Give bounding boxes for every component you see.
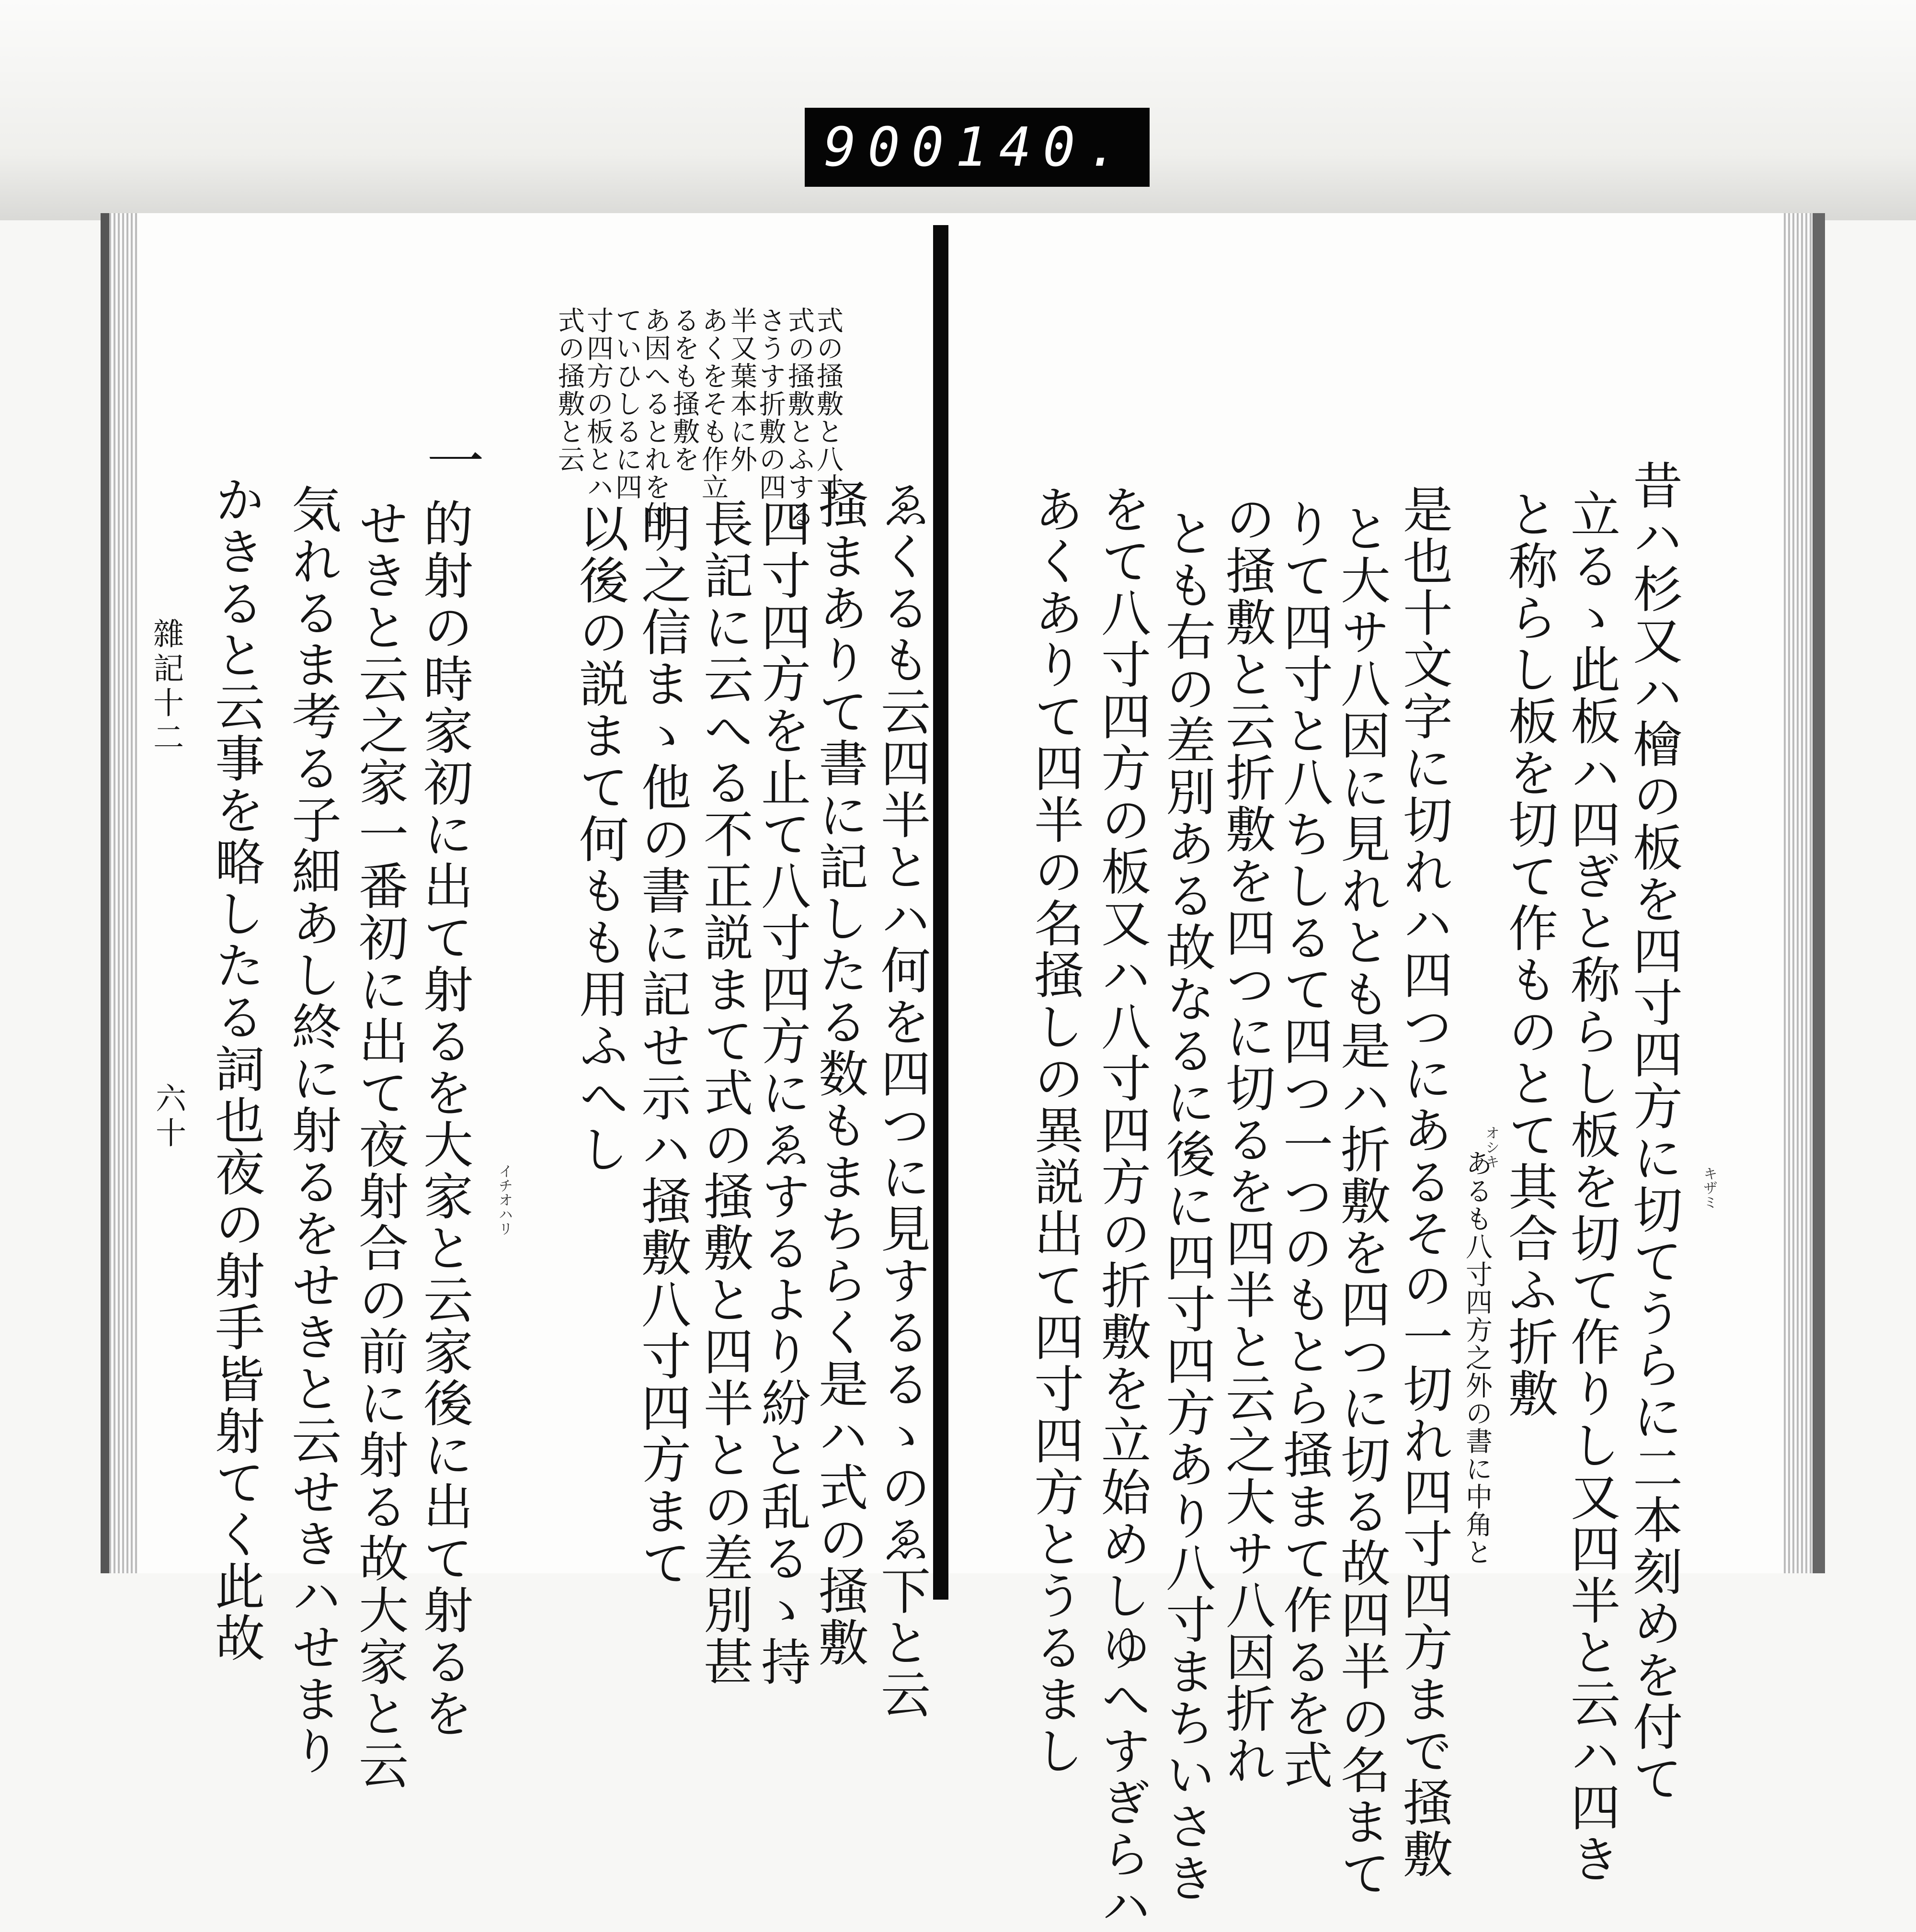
- header-note-column-6: るをも掻敷を: [669, 307, 700, 473]
- header-note-column-4: 半又葉本に外: [726, 307, 757, 473]
- archive-stamp: [805, 108, 1150, 187]
- right-page-column-10: をて八寸四方の板又ハ八寸四方の折敷を立始めしゆへすぎらハ: [1093, 484, 1151, 1932]
- right-page-column-1: 昔ハ杉又ハ檜の板を四寸四方に切てうらに二本刻めを付て: [1624, 460, 1683, 1805]
- right-page-column-3: と称らし板を切て作ものとて其合ふ折敷: [1500, 489, 1558, 1420]
- book-gutter: [933, 225, 948, 1600]
- stamp-volume-number: 900: [824, 116, 956, 179]
- runner-title: 雜記十二: [148, 618, 183, 756]
- header-note-column-9: 寸四方の板とハ: [582, 307, 614, 501]
- header-note-column-1: 式の掻敷と八寸: [812, 307, 844, 501]
- right-page-column-2: 立るゝ此板ハ四ぎと称らし板を切て作りし又四半と云ハ四き: [1562, 489, 1620, 1885]
- left-page-column-8: せきと云之家一番初に出て夜射合の前に射る故大家と云: [350, 498, 409, 1791]
- inline-note-reading: オシキ: [1483, 1125, 1499, 1169]
- left-page-column-5: 明之信まゝ他の書に記せ示ハ掻敷八寸四方まて: [633, 503, 691, 1589]
- header-note-column-2: 式の掻敷とふする: [784, 307, 815, 529]
- right-page-column-7: りて四寸と八ちしるて四つ一つのもとら掻まて作るを式: [1275, 498, 1333, 1791]
- right-page-column-8: の掻敷と云折敷を四つに切るを四半と云之大サ八因折れ: [1217, 493, 1276, 1786]
- header-note-column-10: 式の掻敷と云: [554, 307, 585, 473]
- page-number: 六十: [150, 1082, 186, 1151]
- item-marker-ichi: 一: [417, 431, 484, 490]
- header-note-column-3: さうす折敷の四: [755, 307, 786, 501]
- right-page-column-6: と大サ八因に見れとも是ハ折敷を四つに切る故四半の名まて: [1332, 503, 1391, 1899]
- right-page-column-11: あくありて四半の名掻しの異説出て四寸四方とうるまし: [1026, 484, 1084, 1777]
- header-note-column-8: ていひしるに四: [611, 307, 642, 501]
- inline-small-note-right: あるも八寸四方之外の書に中角と: [1461, 1149, 1493, 1566]
- stamp-page-number: 140.: [955, 116, 1131, 179]
- right-page-column-5: 是也十文字に切れハ四つにあるその一切れ四寸四方まで掻敷: [1394, 484, 1453, 1880]
- header-note-column-7: あ因へるとれを付: [640, 307, 671, 529]
- right-page-column-9: とも右の差別ある故なるに後に四寸四方あり八寸まちいさき: [1157, 508, 1216, 1904]
- header-note-column-5: あくをそも作立: [697, 307, 729, 501]
- left-page-column-4: 長記に云へる不正説まて式の掻敷と四半との差別甚: [695, 498, 753, 1688]
- furigana-kizami: キザミ: [1700, 1166, 1717, 1209]
- left-page-column-9: 気れるま考る子細あし終に射るをせきと云せきハせまり: [283, 484, 342, 1777]
- left-page-column-10: かきると云事を略したる詞也夜の射手皆射てく此故: [206, 474, 265, 1664]
- furigana-ichiohari: イチオハリ: [496, 1164, 513, 1236]
- left-page-column-6: 以後の説まて何もも用ふへし: [570, 503, 629, 1175]
- left-page-column-1: ゑくるも云四半とハ何を四つに見するるゝのゑ下と云: [872, 479, 931, 1720]
- left-page-column-7: 的射の時家初に出て射るを大家と云家後に出て射るを: [415, 498, 473, 1739]
- left-page-column-3: 四寸四方を止て八寸四方にゑするより紛と乱るゝ持: [753, 498, 811, 1688]
- left-page-column-2: 掻まありて書に記したる数もまちらく是ハ式の掻敷: [810, 479, 868, 1669]
